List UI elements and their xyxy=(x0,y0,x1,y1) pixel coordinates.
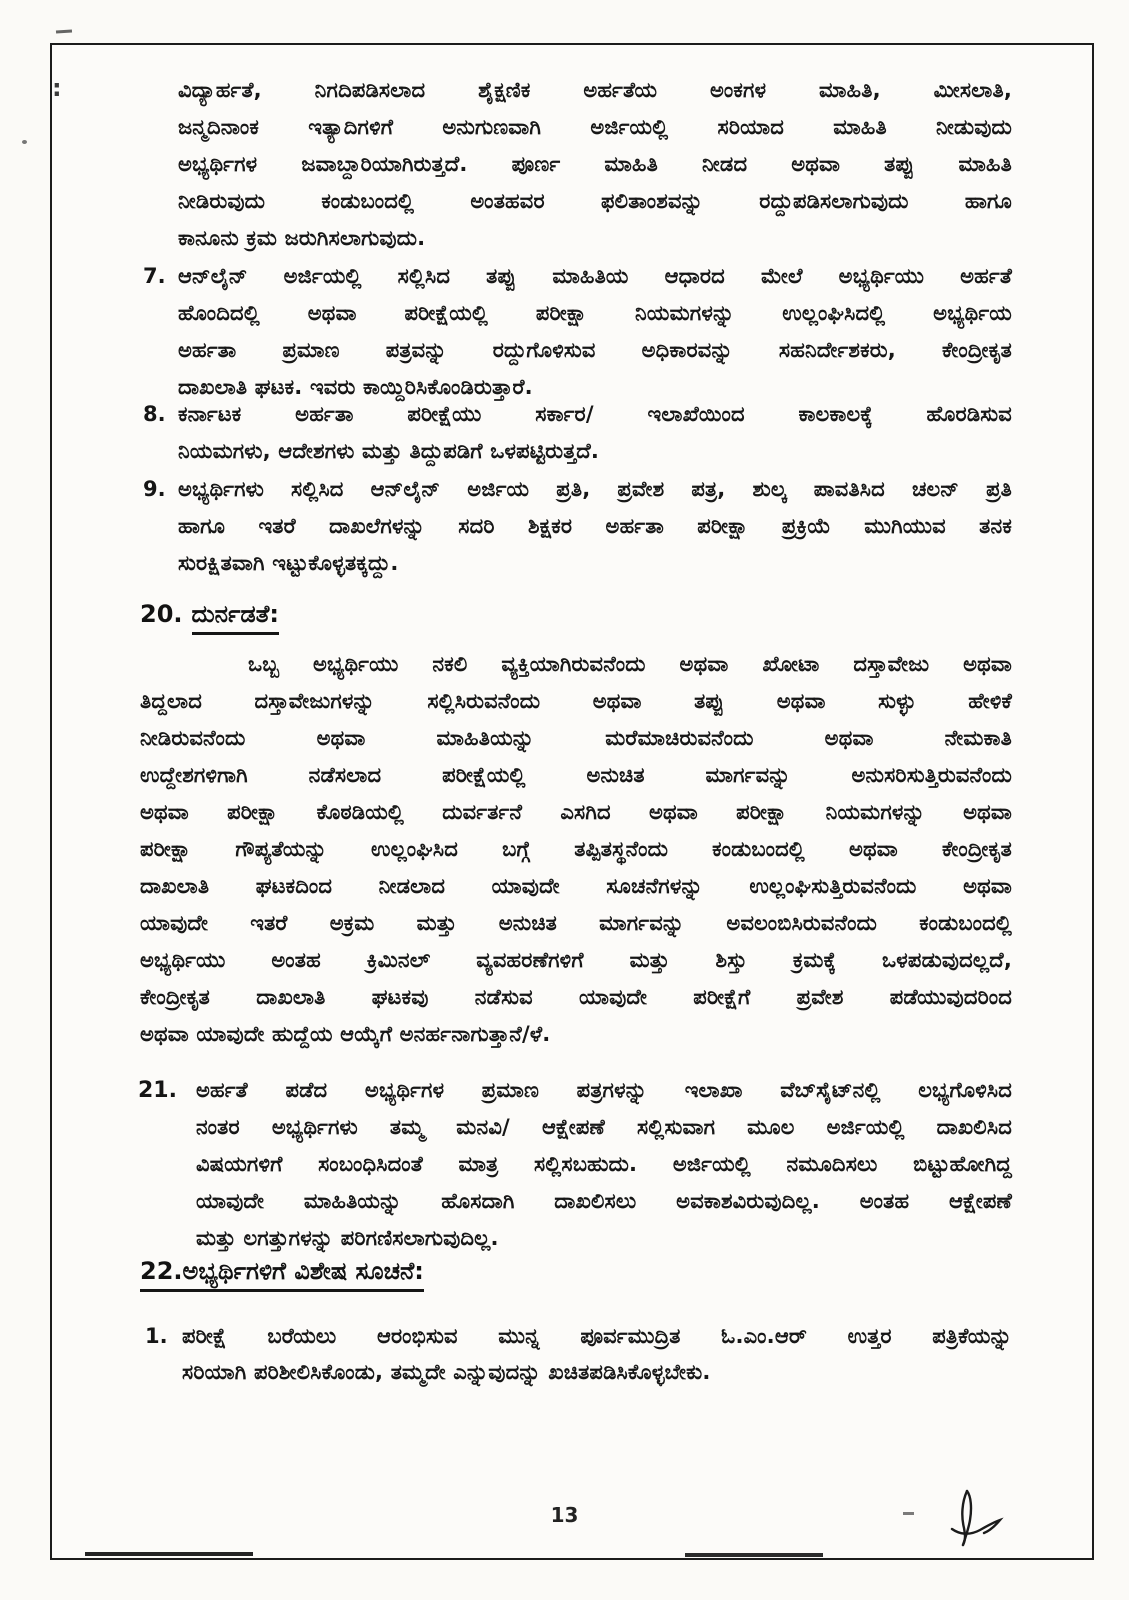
text-line: ಜನ್ಮದಿನಾಂಕ ಇತ್ಯಾದಿಗಳಿಗೆ ಅನುಗುಣವಾಗಿ ಅರ್ಜಿಯಲ್ಲಿ ಸರಿಯಾದ ಮಾಹಿತಿ ನೀಡುವುದು xyxy=(178,115,1012,139)
list-item-7 xyxy=(178,258,1012,406)
section-22-heading xyxy=(140,1255,424,1287)
text-line: ಉದ್ದೇಶಗಳಿಗಾಗಿ ನಡೆಸಲಾದ ಪರೀಕ್ಷೆಯಲ್ಲಿ ಅನುಚಿತ ಮಾರ್ಗವನ್ನು ಅನುಸರಿಸುತ್ತಿರುವನೆಂದು xyxy=(140,763,1012,787)
text-line: ವಿದ್ಯಾರ್ಹತೆ, ನಿಗದಿಪಡಿಸಲಾದ ಶೈಕ್ಷಣಿಕ ಅರ್ಹತೆಯ ಅಂಕಗಳ ಮಾಹಿತಿ, ಮೀಸಲಾತಿ, xyxy=(178,78,1012,102)
scan-artifact-speck xyxy=(22,140,27,144)
text-line: ಅಥವಾ ಯಾವುದೇ ಹುದ್ದೆಯ ಆಯ್ಕೆಗೆ ಅನರ್ಹನಾಗುತ್ತಾನೆ/ಳೆ. xyxy=(140,1022,551,1046)
text-line: ಯಾವುದೇ ಮಾಹಿತಿಯನ್ನು ಹೊಸದಾಗಿ ದಾಖಲಿಸಲು ಅವಕಾಶವಿರುವುದಿಲ್ಲ. ಅಂತಹ ಆಕ್ಷೇಪಣೆ xyxy=(196,1189,1012,1213)
section-number: 22. xyxy=(140,1257,183,1285)
text-line: ಅಭ್ಯರ್ಥಿಗಳು ಸಲ್ಲಿಸಿದ ಆನ್‌ಲೈನ್ ಅರ್ಜಿಯ ಪ್ರತಿ, ಪ್ರವೇಶ ಪತ್ರ, ಶುಲ್ಕ ಪಾವತಿಸಿದ ಚಲನ್ ಪ್ರತಿ xyxy=(178,477,1012,501)
text-line: ನೀಡಿರುವನೆಂದು ಅಥವಾ ಮಾಹಿತಿಯನ್ನು ಮರೆಮಾಚಿರುವನೆಂದು ಅಥವಾ ನೇಮಕಾತಿ xyxy=(140,726,1012,750)
text-line: ಅರ್ಹತೆ ಪಡೆದ ಅಭ್ಯರ್ಥಿಗಳ ಪ್ರಮಾಣ ಪತ್ರಗಳನ್ನು ಇಲಾಖಾ ವೆಬ್‌ಸೈಟ್‌ನಲ್ಲಿ ಲಭ್ಯಗೊಳಿಸಿದ xyxy=(196,1078,1012,1102)
text-line: ಯಾವುದೇ ಇತರೆ ಅಕ್ರಮ ಮತ್ತು ಅನುಚಿತ ಮಾರ್ಗವನ್ನು ಅವಲಂಬಿಸಿರುವನೆಂದು ಕಂಡುಬಂದಲ್ಲಿ xyxy=(140,911,1012,935)
text-line: ಪರೀಕ್ಷೆ ಬರೆಯಲು ಆರಂಭಿಸುವ ಮುನ್ನ ಪೂರ್ವಮುದ್ರಿತ ಓ.ಎಂ.ಆರ್ ಉತ್ತರ ಪತ್ರಿಕೆಯನ್ನು xyxy=(182,1324,1012,1348)
text-line: ತಿದ್ದಲಾದ ದಸ್ತಾವೇಜುಗಳನ್ನು ಸಲ್ಲಿಸಿರುವನೆಂದು ಅಥವಾ ತಪ್ಪು ಅಥವಾ ಸುಳ್ಳು ಹೇಳಿಕೆ xyxy=(140,689,1012,713)
text-line: ಹಾಗೂ ಇತರೆ ದಾಖಲೆಗಳನ್ನು ಸದರಿ ಶಿಕ್ಷಕರ ಅರ್ಹತಾ ಪರೀಕ್ಷಾ ಪ್ರಕ್ರಿಯೆ ಮುಗಿಯುವ ತನಕ xyxy=(178,514,1012,538)
text-line: ಸರಿಯಾಗಿ ಪರಿಶೀಲಿಸಿಕೊಂಡು, ತಮ್ಮದೇ ಎನ್ನುವುದನ್ನು ಖಚಿತಪಡಿಸಿಕೊಳ್ಳಬೇಕು. xyxy=(182,1360,711,1384)
text-line: ಪರೀಕ್ಷಾ ಗೌಪ್ಯತೆಯನ್ನು ಉಲ್ಲಂಘಿಸಿದ ಬಗ್ಗೆ ತಪ್ಪಿತಸ್ಥನೆಂದು ಕಂಡುಬಂದಲ್ಲಿ ಅಥವಾ ಕೇಂದ್ರೀಕೃತ xyxy=(140,837,1012,861)
page-number: 13 xyxy=(550,1503,579,1527)
signature xyxy=(938,1483,1010,1555)
scan-artifact-dash xyxy=(56,29,72,33)
paragraph-intro xyxy=(178,72,1012,257)
text-line: ಕರ್ನಾಟಕ ಅರ್ಹತಾ ಪರೀಕ್ಷೆಯು ಸರ್ಕಾರ/ ಇಲಾಖೆಯಿಂದ ಕಾಲಕಾಲಕ್ಕೆ ಹೊರಡಿಸುವ xyxy=(178,402,1012,426)
text-line: ಕೇಂದ್ರೀಕೃತ ದಾಖಲಾತಿ ಘಟಕವು ನಡೆಸುವ ಯಾವುದೇ ಪರೀಕ್ಷೆಗೆ ಪ್ರವೇಶ ಪಡೆಯುವುದರಿಂದ xyxy=(140,985,1012,1009)
list-item-number: 7. xyxy=(143,264,166,288)
text-line: ನೀಡಿರುವುದು ಕಂಡುಬಂದಲ್ಲಿ ಅಂತಹವರ ಫಲಿತಾಂಶವನ್ನು ರದ್ದುಪಡಿಸಲಾಗುವುದು ಹಾಗೂ xyxy=(178,189,1012,213)
special-item-1 xyxy=(182,1318,1012,1390)
scan-artifact-border-segment xyxy=(685,1553,823,1557)
text-line: ಅಭ್ಯರ್ಥಿಗಳ ಜವಾಬ್ದಾರಿಯಾಗಿರುತ್ತದೆ. ಪೂರ್ಣ ಮಾಹಿತಿ ನೀಡದ ಅಥವಾ ತಪ್ಪು ಮಾಹಿತಿ xyxy=(178,152,1012,176)
list-item-number: 21. xyxy=(138,1078,177,1103)
section-number: 20. xyxy=(140,600,183,628)
list-item-number: 1. xyxy=(145,1324,168,1348)
text-line: ಒಬ್ಬ ಅಭ್ಯರ್ಥಿಯು ನಕಲಿ ವ್ಯಕ್ತಿಯಾಗಿರುವನೆಂದು ಅಥವಾ ಖೋಟಾ ದಸ್ತಾವೇಜು ಅಥವಾ xyxy=(248,652,1012,676)
scan-artifact-border-segment xyxy=(85,1552,253,1556)
text-line: ಅರ್ಹತಾ ಪ್ರಮಾಣ ಪತ್ರವನ್ನು ರದ್ದುಗೊಳಿಸುವ ಅಧಿಕಾರವನ್ನು ಸಹನಿರ್ದೇಶಕರು, ಕೇಂದ್ರೀಕೃತ xyxy=(178,338,1012,362)
section-title: ಅಭ್ಯರ್ಥಿಗಳಿಗೆ ವಿಶೇಷ ಸೂಚನೆ: xyxy=(182,1257,424,1285)
section-title: ದುರ್ನಡತೆ: xyxy=(192,600,279,635)
text-line: ನಿಯಮಗಳು, ಆದೇಶಗಳು ಮತ್ತು ತಿದ್ದುಪಡಿಗೆ ಒಳಪಟ್ಟಿರುತ್ತದೆ. xyxy=(178,439,600,463)
text-line: ಮತ್ತು ಲಗತ್ತುಗಳನ್ನು ಪರಿಗಣಿಸಲಾಗುವುದಿಲ್ಲ. xyxy=(196,1226,499,1250)
text-line: ಅಭ್ಯರ್ಥಿಯು ಅಂತಹ ಕ್ರಿಮಿನಲ್ ವ್ಯವಹರಣೆಗಳಿಗೆ ಮತ್ತು ಶಿಸ್ತು ಕ್ರಮಕ್ಕೆ ಒಳಪಡುವುದಲ್ಲದೆ, xyxy=(140,948,1012,972)
text-line: ಸುರಕ್ಷಿತವಾಗಿ ಇಟ್ಟುಕೊಳ್ಳತಕ್ಕದ್ದು. xyxy=(178,551,399,575)
scan-artifact-colon: : xyxy=(52,74,62,102)
list-item-9 xyxy=(178,471,1012,582)
list-item-number: 9. xyxy=(143,477,166,501)
text-line: ಅಥವಾ ಪರೀಕ್ಷಾ ಕೊಠಡಿಯಲ್ಲಿ ದುರ್ವರ್ತನೆ ಎಸಗಿದ ಅಥವಾ ಪರೀಕ್ಷಾ ನಿಯಮಗಳನ್ನು ಅಥವಾ xyxy=(140,800,1012,824)
list-item-8 xyxy=(178,396,1012,470)
list-item-21 xyxy=(196,1072,1012,1257)
text-line: ದಾಖಲಾತಿ ಘಟಕ. ಇವರು ಕಾಯ್ದಿರಿಸಿಕೊಂಡಿರುತ್ತಾರೆ. xyxy=(178,375,533,399)
text-line: ಆನ್‌ಲೈನ್ ಅರ್ಜಿಯಲ್ಲಿ ಸಲ್ಲಿಸಿದ ತಪ್ಪು ಮಾಹಿತಿಯ ಆಧಾರದ ಮೇಲೆ ಅಭ್ಯರ್ಥಿಯು ಅರ್ಹತೆ xyxy=(178,264,1012,288)
text-line: ನಂತರ ಅಭ್ಯರ್ಥಿಗಳು ತಮ್ಮ ಮನವಿ/ ಆಕ್ಷೇಪಣೆ ಸಲ್ಲಿಸುವಾಗ ಮೂಲ ಅರ್ಜಿಯಲ್ಲಿ ದಾಖಲಿಸಿದ xyxy=(196,1115,1012,1139)
text-line: ದಾಖಲಾತಿ ಘಟಕದಿಂದ ನೀಡಲಾದ ಯಾವುದೇ ಸೂಚನೆಗಳನ್ನು ಉಲ್ಲಂಘಿಸುತ್ತಿರುವನೆಂದು ಅಥವಾ xyxy=(140,874,1012,898)
list-item-number: 8. xyxy=(143,402,166,426)
section-20-heading xyxy=(140,598,279,630)
text-line: ವಿಷಯಗಳಿಗೆ ಸಂಬಂಧಿಸಿದಂತೆ ಮಾತ್ರ ಸಲ್ಲಿಸಬಹುದು. ಅರ್ಜಿಯಲ್ಲಿ ನಮೂದಿಸಲು ಬಿಟ್ಟುಹೋಗಿದ್ದ xyxy=(196,1152,1012,1176)
text-line: ಹೊಂದಿದಲ್ಲಿ ಅಥವಾ ಪರೀಕ್ಷೆಯಲ್ಲಿ ಪರೀಕ್ಷಾ ನಿಯಮಗಳನ್ನು ಉಲ್ಲಂಘಿಸಿದಲ್ಲಿ ಅಭ್ಯರ್ಥಿಯ xyxy=(178,301,1012,325)
paragraph-section-20 xyxy=(140,646,1012,1053)
text-line: ಕಾನೂನು ಕ್ರಮ ಜರುಗಿಸಲಾಗುವುದು. xyxy=(178,226,426,250)
